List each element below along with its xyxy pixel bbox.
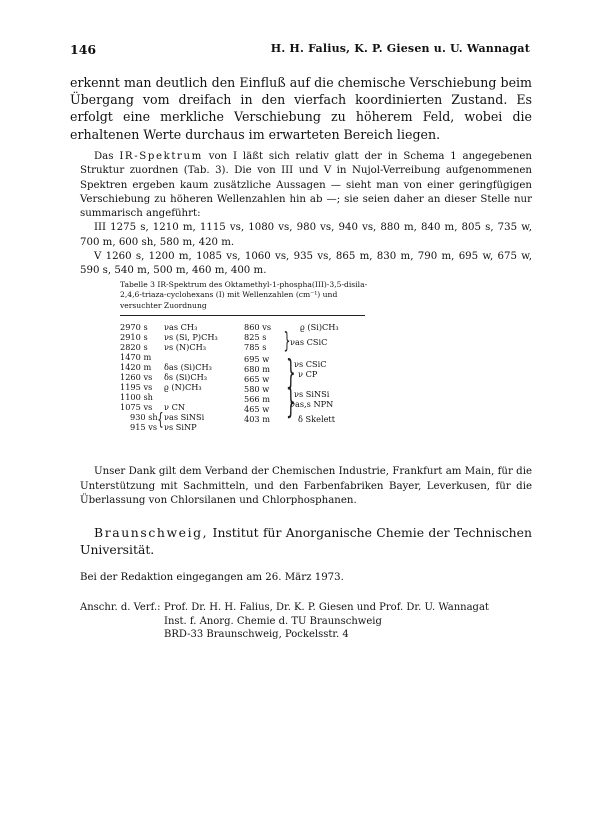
table-assign: νs (N)CH₃: [164, 342, 207, 352]
table-assign: ν CP: [298, 369, 318, 379]
table-freq: 785 s: [244, 342, 267, 352]
running-head: H. H. Falius, K. P. Giesen u. U. Wannagat: [270, 42, 530, 55]
table-freq: 465 w: [244, 404, 270, 414]
table-assign: ϱ (Si)CH₃: [300, 322, 339, 332]
table-assign: δs (Si)CH₃: [164, 372, 208, 382]
table-brace: {: [157, 410, 164, 430]
table-assign: δ Skelett: [298, 414, 335, 424]
table-freq: 580 w: [244, 384, 270, 394]
table-freq: 665 w: [244, 374, 270, 384]
table-freq: 1260 vs: [120, 372, 153, 382]
ir-section: [80, 150, 532, 279]
table-freq: 566 m: [244, 394, 270, 404]
table-assign: ν CN: [164, 402, 186, 412]
address-lines: [164, 601, 489, 642]
table-freq: 2820 s: [120, 342, 148, 352]
table-freq: 403 m: [244, 414, 270, 424]
table-freq: 2970 s: [120, 322, 148, 332]
spectrum-III: III 1275 s, 1210 m, 1115 vs, 1080 vs, 980 vs, 940 vs, 880 m, 840 m, 805 s, 735 w, 700 m, 600 sh, 580 m, 420 m.: [80, 222, 532, 248]
spectrum-V: V 1260 s, 1200 m, 1085 vs, 1060 vs, 935 vs, 865 m, 830 m, 790 m, 695 w, 675 w, 590 s, 540 m, 500 m, 460 m, 400 m.: [80, 251, 532, 277]
ir-paragraph: [80, 150, 532, 221]
table-freq: 1195 vs: [120, 382, 153, 392]
paragraph-text: erkennt man deutlich den Einfluß auf die chemische Verschiebung beim Übergang vom dreifach in den vierfach koordinierten Zustand. Es erfolgt eine merkliche Verschiebung zu höherem Feld, wobei die erhaltenen Werte durchaus im erwarteten Bereich liegen.: [70, 75, 532, 142]
table-brace: }: [285, 353, 296, 393]
page-number: 146: [70, 42, 97, 57]
received-date: Bei der Redaktion eingegangen am 26. März 1973.: [80, 572, 344, 583]
table-assign: νs SiNSi: [294, 389, 330, 399]
table-brace: }: [285, 382, 296, 422]
table-freq: 1470 m: [120, 352, 152, 362]
table-freq: 860 vs: [244, 322, 272, 332]
ir-spaced-term: IR-Spektrum: [119, 151, 203, 162]
paragraph-chemical-shift: [70, 74, 532, 143]
ir-table: [120, 322, 380, 452]
address-line: BRD-33 Braunschweig, Pockelsstr. 4: [164, 629, 349, 641]
table-assign: νs CSiC: [294, 359, 327, 369]
table-freq: 930 sh: [130, 412, 158, 422]
table-assign: ϱ (N)CH₃: [164, 382, 202, 392]
table-freq: 1100 sh: [120, 392, 153, 402]
table-freq: 1075 vs: [120, 402, 153, 412]
table-assign: δas (Si)CH₃: [164, 362, 212, 372]
table-assign: νs (Si, P)CH₃: [164, 332, 218, 342]
ir-rest: von I läßt sich relativ glatt der in Schema 1 angegebenen Struktur zuordnen (Tab. 3). Die von III und V in Nujol-Verreibung aufgenommenen Spektren ergeben kaum zusätzliche Aussagen — sieht man von einer geringfügigen Verschiebung zu höheren Wellenzahlen hin ab —; sie seien daher an dieser Stelle nur summarisch angeführt:: [80, 151, 532, 220]
acknowledgement: [80, 465, 532, 509]
institution-city: Braunschweig,: [94, 525, 209, 540]
institution-name: Institut für Anorganische Chemie der Technischen Universität.: [80, 525, 532, 557]
table-freq: 680 m: [244, 364, 270, 374]
address-label: Anschr. d. Verf.:: [80, 602, 161, 613]
table-freq: 1420 m: [120, 362, 152, 372]
table-top-rule: [120, 315, 365, 316]
table-freq: 825 s: [244, 332, 267, 342]
table-assign: νs SiNP: [164, 422, 197, 432]
acknowledgement-text: Unser Dank gilt dem Verband der Chemischen Industrie, Frankfurt am Main, für die Unterstützung mit Sachmitteln, und den Farbenfabriken Bayer, Leverkusen, für die Überlassung von Chlorsilanen und Chlorphosphanen.: [80, 466, 532, 507]
institution-text: [80, 525, 532, 559]
page-header: [70, 42, 530, 58]
table-freq: 2910 s: [120, 332, 148, 342]
table-caption: Tabelle 3 IR-Spektrum des Oktamethyl-1-phospha(III)-3,5-disila-2,4,6-triaza-cyclohexans (I) mit Wellenzahlen (cm⁻¹) und versuchter Zuordnung: [120, 280, 368, 310]
table-assign: νas SiNSi: [164, 412, 205, 422]
table-assign: νas CSiC: [290, 337, 328, 347]
institution: [80, 525, 532, 559]
address-line: Prof. Dr. H. H. Falius, Dr. K. P. Giesen und Prof. Dr. U. Wannagat: [164, 602, 489, 613]
table-freq: 915 vs: [130, 422, 158, 432]
table-brace: }: [283, 329, 291, 354]
address-line: Inst. f. Anorg. Chemie d. TU Braunschweig: [164, 615, 382, 627]
ir-lead: Das: [94, 151, 114, 162]
table-assign: νas CH₃: [164, 322, 198, 332]
table-freq: 695 w: [244, 354, 270, 364]
table-assign: νas,s NPN: [290, 399, 334, 409]
